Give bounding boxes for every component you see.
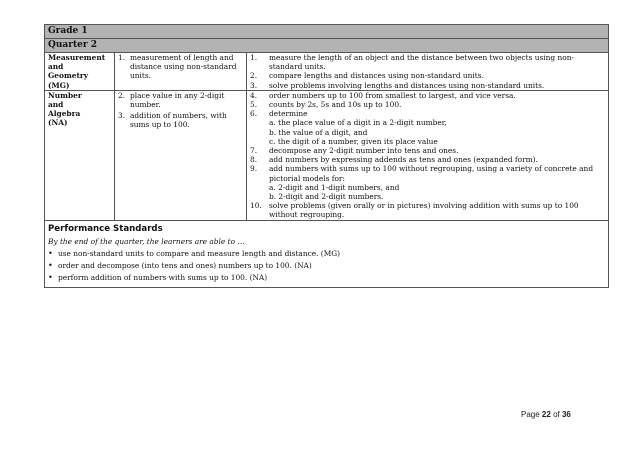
item-text: measurement of length and distance using non-standard units. [130,53,237,81]
performance-item-text: order and decompose (into tens and ones) numbers up to 100. (NA) [58,260,312,270]
item-text: c. the digit of a number, given its place value [269,136,438,146]
table-row [45,53,609,91]
item-text: b. the value of a digit, and [269,127,368,137]
standard-item [250,155,605,164]
item-text: decompose any 2-digit number into tens and ones. [269,146,459,156]
quarter-title: Quarter 2 [45,39,609,53]
standard-item [250,128,605,137]
domain-label-line: (MG) [48,80,70,90]
bullet-icon: • [48,260,53,270]
item-number [250,192,269,201]
content-item [118,111,243,129]
content-item [118,91,243,109]
domain-label-line: and [48,62,64,72]
item-number [250,183,269,192]
domain-label-line: (NA) [48,118,68,128]
performance-item-text: use non-standard units to compare and measure length and distance. (MG) [58,248,341,258]
page-number: 22 [541,410,551,419]
item-text: a. 2-digit and 1-digit numbers, and [269,182,400,192]
domain-cell [45,90,115,220]
performance-intro: By the end of the quarter, the learners are able to … [48,236,245,246]
content-cell [115,53,247,91]
item-number: 10. [250,201,262,211]
performance-row [45,220,609,287]
domain-label-line: Measurement [48,53,106,62]
item-number: 3. [250,80,258,90]
grade-row [45,25,609,39]
grade-title: Grade 1 [45,25,609,39]
performance-item [48,260,605,272]
item-number [250,118,269,127]
item-number: 2. [118,90,126,100]
item-text: place value in any 2-digit number. [130,90,225,110]
item-text: order numbers up to 100 from smallest to largest, and vice versa. [269,90,516,100]
bullet-icon: • [48,272,53,282]
content-cell [115,90,247,220]
curriculum-table [44,24,609,288]
performance-list [48,248,605,284]
item-text: b. 2-digit and 2-digit numbers. [269,192,384,202]
content-item [118,53,243,81]
domain-cell [45,53,115,91]
item-number: 2. [250,71,258,81]
of-label: of [553,410,560,419]
item-text: solve problems involving lengths and distances using non-standard units. [269,80,545,90]
domain-label-line: Number [48,90,82,100]
item-text: compare lengths and distances using non-standard units. [269,71,484,81]
performance-item [48,272,605,284]
item-number: 3. [118,111,126,121]
item-number: 9. [250,164,258,174]
performance-standards [45,220,609,287]
item-number [250,128,269,137]
item-text: determine [269,109,308,119]
bullet-icon: • [48,248,53,258]
item-number: 1. [250,53,258,62]
standard-item [250,146,605,155]
item-number: 1. [118,53,126,62]
item-number: 8. [250,155,258,165]
page-label: Page [521,410,540,419]
standard-item [250,91,605,100]
standard-item [250,53,605,71]
item-number: 6. [250,109,258,119]
domain-label-line: and [48,100,64,110]
domain-label-line: Algebra [48,109,81,119]
performance-item [48,248,605,260]
standard-item [250,71,605,80]
standard-item [250,192,605,201]
item-text: a. the place value of a digit in a 2-digit number, [269,118,447,128]
standard-item [250,137,605,146]
item-number: 7. [250,146,258,156]
standard-item [250,183,605,192]
item-text: add numbers by expressing addends as tens and ones (expanded form). [269,155,538,165]
quarter-row [45,39,609,53]
standards-cell [247,53,609,91]
page-footer [521,410,571,419]
performance-item-text: perform addition of numbers with sums up to 100. (NA) [58,272,268,282]
standard-item [250,164,605,182]
standard-item [250,118,605,127]
item-number: 5. [250,100,258,110]
table-row [45,90,609,220]
standards-cell [247,90,609,220]
standard-item [250,109,605,118]
standard-item [250,81,605,90]
standard-item [250,201,605,219]
curriculum-document [44,24,608,288]
item-text: measure the length of an object and the distance between two objects using non-standard units. [269,53,574,72]
item-text: counts by 2s, 5s and 10s up to 100. [269,100,402,110]
item-text: solve problems (given orally or in pictures) involving addition with sums up to 100 without regrouping. [269,201,579,220]
item-text: add numbers with sums up to 100 without regrouping, using a variety of concrete and pictorial models for: [269,164,594,183]
item-number: 4. [250,90,258,100]
performance-title: Performance Standards [48,223,163,234]
item-number [250,137,269,146]
domain-label-line: Geometry [48,71,89,81]
page-total: 36 [561,410,571,419]
standard-item [250,100,605,109]
item-text: addition of numbers, with sums up to 100. [130,111,227,130]
